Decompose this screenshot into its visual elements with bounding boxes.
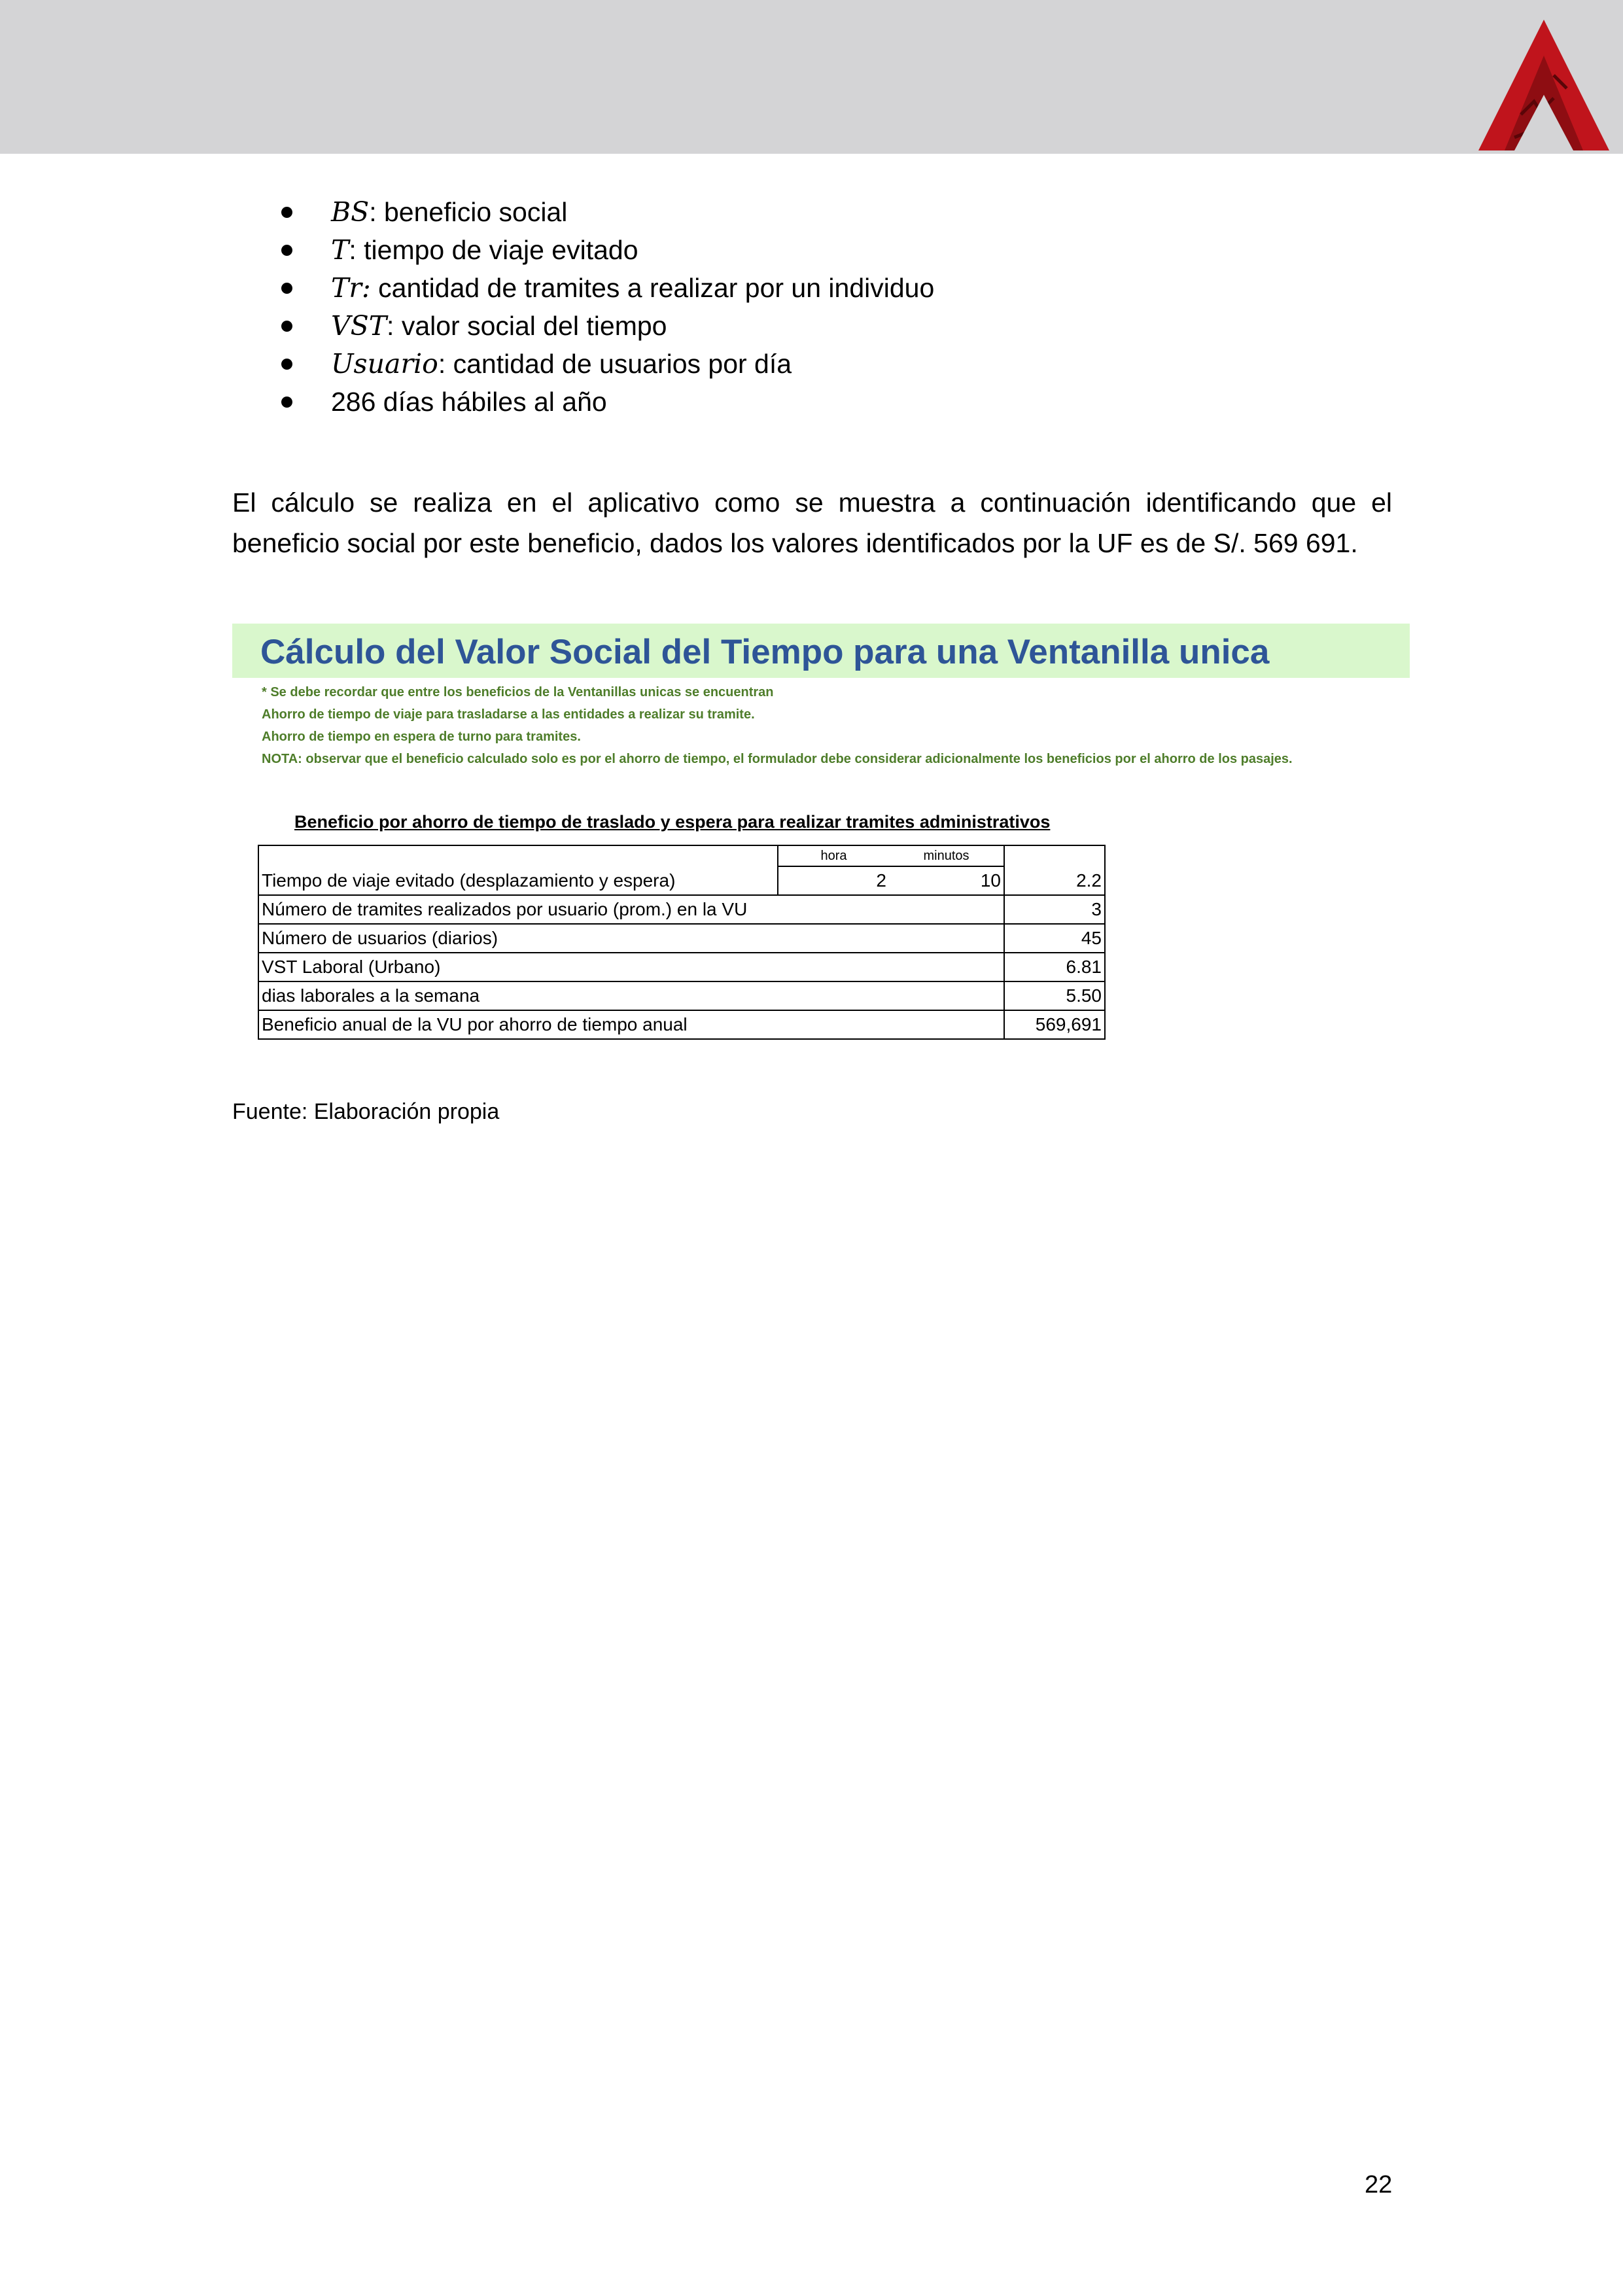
table-row	[258, 981, 1105, 1010]
variable-symbol: VST	[331, 310, 387, 342]
row-label: dias laborales a la semana	[258, 981, 1004, 1010]
table-cell	[258, 845, 778, 866]
definition-text: cantidad de tramites a realizar por un individuo	[370, 273, 935, 303]
note-line: NOTA: observar que el beneficio calculado solo es por el ahorro de tiempo, el formulador debe considerar adicionalmente los beneficios por el ahorro de los pasajes.	[262, 752, 1293, 766]
bullet-icon	[281, 321, 292, 332]
source-note: Fuente: Elaboración propia	[232, 1099, 500, 1124]
benefit-table	[258, 845, 1106, 1040]
definition-list	[281, 193, 934, 421]
list-item	[281, 269, 934, 307]
bullet-icon	[281, 245, 292, 256]
list-item	[281, 307, 934, 345]
row-value: 5.50	[1004, 981, 1105, 1010]
row-value: 569,691	[1004, 1010, 1105, 1039]
calc-title: Cálculo del Valor Social del Tiempo para una Ventanilla unica	[260, 633, 1270, 671]
table-row	[258, 1010, 1105, 1039]
row-label: Tiempo de viaje evitado (desplazamiento y espera)	[258, 866, 778, 895]
list-item	[281, 193, 934, 231]
row-label: Número de usuarios (diarios)	[258, 924, 1004, 953]
header-minutos: minutos	[889, 845, 1004, 866]
page-number: 22	[1365, 2171, 1393, 2199]
list-item	[281, 345, 934, 383]
table-title: Beneficio por ahorro de tiempo de traslado y espera para realizar tramites administrativos	[294, 812, 1051, 832]
bullet-icon	[281, 359, 292, 370]
row-label: VST Laboral (Urbano)	[258, 953, 1004, 981]
row-value: 2.2	[1004, 866, 1105, 895]
hora-value: 2	[778, 866, 889, 895]
header-band	[0, 0, 1623, 154]
definition-text: : beneficio social	[369, 197, 568, 227]
definition-text: : tiempo de viaje evitado	[349, 235, 638, 265]
table-cell	[1004, 845, 1105, 866]
definition-text: 286 días hábiles al año	[331, 387, 607, 417]
note-line: * Se debe recordar que entre los beneficios de la Ventanillas unicas se encuentran	[262, 685, 774, 699]
header-hora: hora	[778, 845, 889, 866]
table-row	[258, 924, 1105, 953]
list-item	[281, 231, 934, 269]
row-label: Beneficio anual de la VU por ahorro de tiempo anual	[258, 1010, 1004, 1039]
table-row	[258, 953, 1105, 981]
variable-symbol: BS	[331, 196, 370, 228]
variable-symbol: Tr:	[331, 272, 371, 304]
calc-notes	[262, 681, 1293, 770]
table-row	[258, 845, 1105, 866]
list-item	[281, 383, 934, 421]
table-row	[258, 895, 1105, 924]
row-label: Número de tramites realizados por usuario (prom.) en la VU	[258, 895, 1004, 924]
variable-symbol: Usuario	[331, 348, 438, 380]
row-value: 6.81	[1004, 953, 1105, 981]
definition-text: : cantidad de usuarios por día	[438, 349, 792, 379]
definition-text: : valor social del tiempo	[387, 311, 667, 341]
variable-symbol: T	[331, 234, 349, 266]
table-row	[258, 866, 1105, 895]
bullet-icon	[281, 207, 292, 218]
company-logo	[1475, 16, 1613, 154]
bullet-icon	[281, 283, 292, 294]
bullet-icon	[281, 397, 292, 408]
minutos-value: 10	[889, 866, 1004, 895]
row-value: 3	[1004, 895, 1105, 924]
body-paragraph: El cálculo se realiza en el aplicativo como se muestra a continuación identificando que el beneficio social por este beneficio, dados los valores identificados por la UF es de S/. 569 691.	[232, 487, 1392, 558]
row-value: 45	[1004, 924, 1105, 953]
note-line: Ahorro de tiempo de viaje para trasladarse a las entidades a realizar su tramite.	[262, 707, 755, 722]
note-line: Ahorro de tiempo en espera de turno para tramites.	[262, 730, 581, 744]
